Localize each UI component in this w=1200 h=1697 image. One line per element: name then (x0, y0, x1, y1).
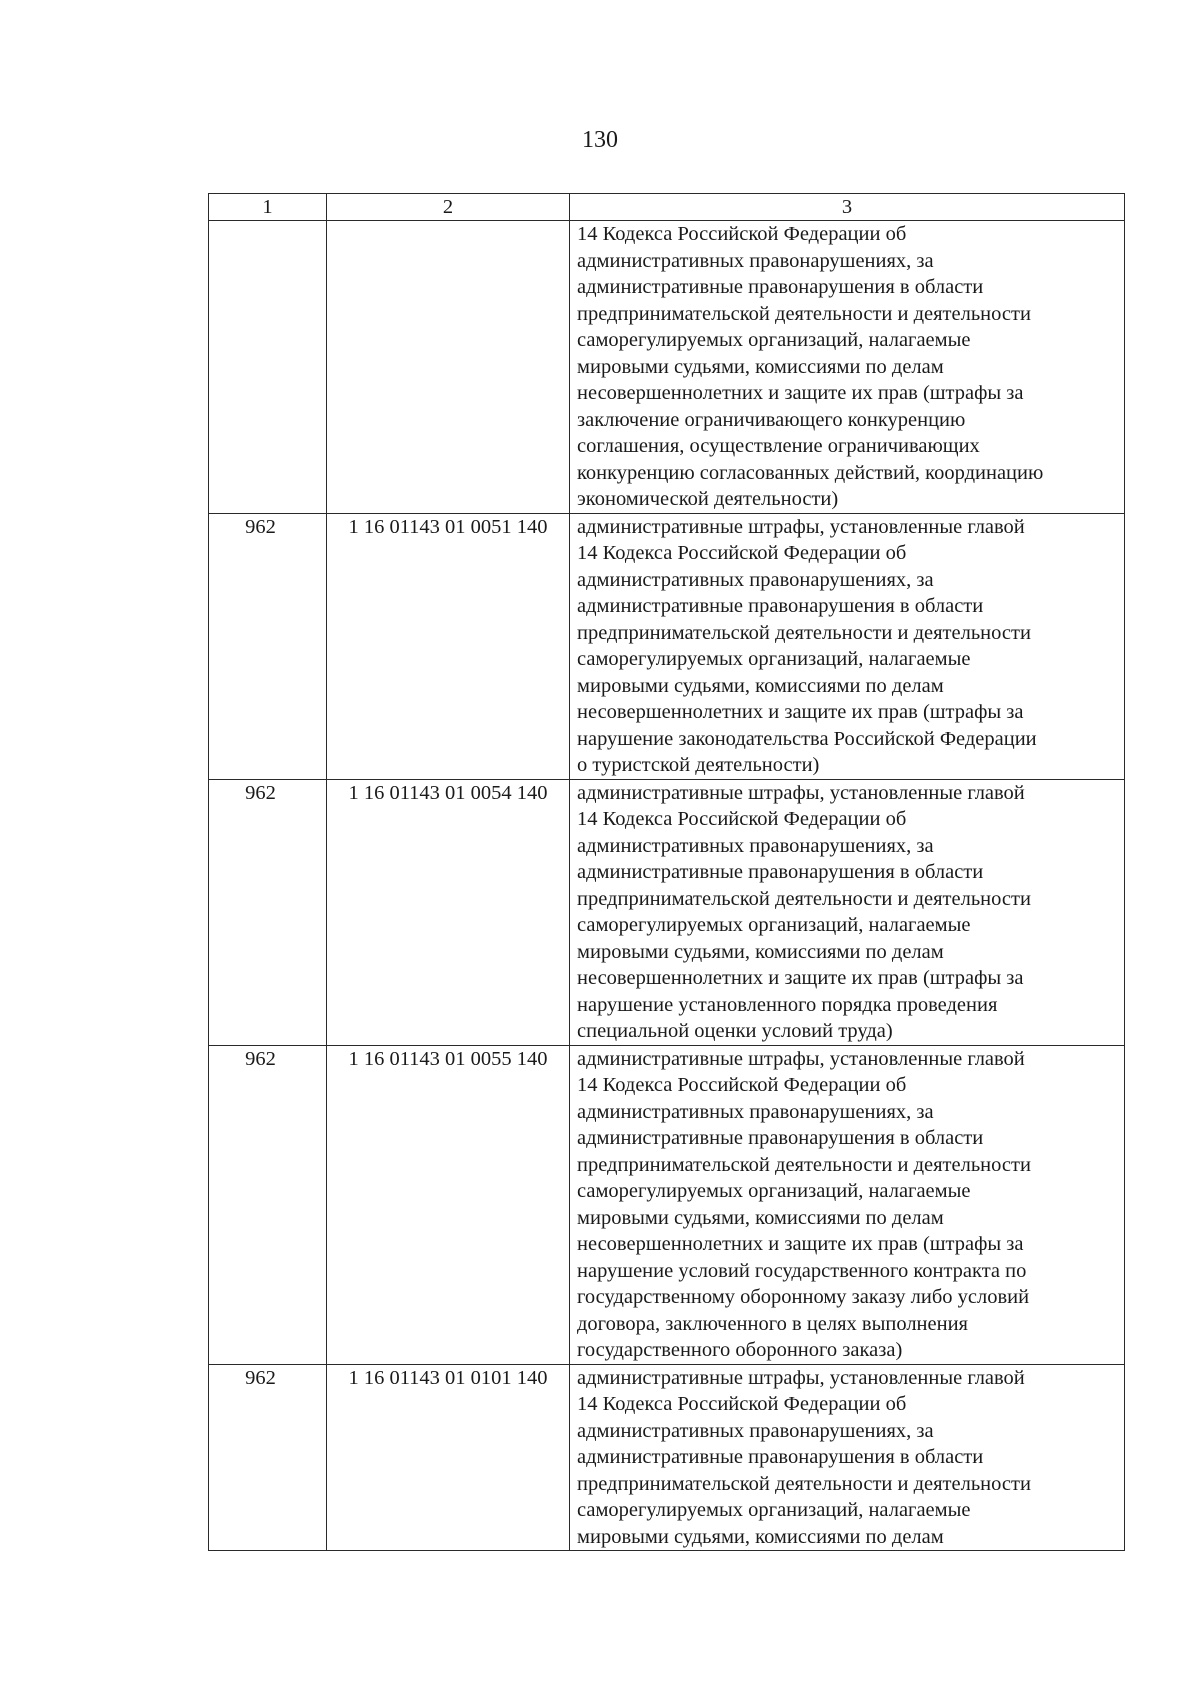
chapter-code-cell: 962 (209, 779, 327, 1045)
description-line: мировыми судьями, комиссиями по делам (577, 674, 944, 697)
budget-classification-code-cell: 1 16 01143 01 0101 140 (327, 1364, 570, 1551)
description-line: административные штрафы, установленные главой (577, 1047, 1025, 1070)
description-line: саморегулируемых организаций, налагаемые (577, 1180, 971, 1202)
table-row (209, 779, 1125, 1045)
description-line: нарушение законодательства Российской Федерации (577, 727, 1037, 750)
description-line: административные правонарушения в области (577, 1446, 984, 1468)
budget-classification-code-cell: 1 16 01143 01 0051 140 (327, 513, 570, 779)
header-row (209, 194, 1125, 221)
description-line: несовершеннолетних и защите их прав (штрафы за (577, 1233, 1024, 1255)
description-line: 14 Кодекса Российской Федерации об (577, 542, 907, 564)
description-line: нарушение установленного порядка проведения (577, 993, 998, 1016)
description-line: мировыми судьями, комиссиями по делам (577, 1525, 944, 1548)
description-line: несовершеннолетних и защите их прав (штрафы за (577, 967, 1024, 989)
chapter-code-cell: 962 (209, 1364, 327, 1551)
budget-classification-code-cell (327, 221, 570, 514)
description-line: предпринимательской деятельности и деятельности (577, 887, 1031, 910)
header-col-3: 3 (570, 194, 1125, 221)
description-line: предпринимательской деятельности и деятельности (577, 621, 1031, 644)
description-line: административные правонарушения в области (577, 595, 984, 617)
budget-code-table (208, 193, 1125, 1551)
revenue-description-cell (570, 779, 1125, 1045)
description-line: 14 Кодекса Российской Федерации об (577, 1393, 907, 1415)
description-line: несовершеннолетних и защите их прав (штрафы за (577, 382, 1024, 404)
table-row (209, 1045, 1125, 1364)
description-line: административные правонарушения в области (577, 1127, 984, 1149)
description-line: административные штрафы, установленные главой (577, 781, 1025, 804)
description-line: о туристской деятельности) (577, 754, 820, 776)
table-header (209, 194, 1125, 221)
header-col-2: 2 (327, 194, 570, 221)
header-col-1: 1 (209, 194, 327, 221)
description-line: государственному оборонному заказу либо условий (577, 1286, 1030, 1308)
budget-classification-code-cell: 1 16 01143 01 0054 140 (327, 779, 570, 1045)
description-line: административных правонарушениях, за (577, 568, 934, 591)
revenue-description-cell (570, 1364, 1125, 1551)
description-line: конкуренцию согласованных действий, координацию (577, 461, 1044, 484)
description-line: предпринимательской деятельности и деятельности (577, 1472, 1031, 1495)
page-number: 130 (582, 127, 618, 153)
description-line: заключение ограничивающего конкуренцию (577, 408, 966, 431)
description-line: административных правонарушениях, за (577, 249, 934, 272)
table-row (209, 221, 1125, 514)
description-line: административные штрафы, установленные главой (577, 1366, 1025, 1389)
revenue-description-cell (570, 513, 1125, 779)
description-line: саморегулируемых организаций, налагаемые (577, 648, 971, 670)
description-line: 14 Кодекса Российской Федерации об (577, 223, 907, 245)
description-line: административных правонарушениях, за (577, 1100, 934, 1123)
description-line: экономической деятельности) (577, 488, 839, 510)
description-line: 14 Кодекса Российской Федерации об (577, 808, 907, 830)
description-line: мировыми судьями, комиссиями по делам (577, 1206, 944, 1229)
table-body (209, 221, 1125, 1551)
description-line: административных правонарушениях, за (577, 1419, 934, 1442)
description-line: административные правонарушения в области (577, 861, 984, 883)
description-line: государственного оборонного заказа) (577, 1339, 903, 1361)
description-line: саморегулируемых организаций, налагаемые (577, 914, 971, 936)
table-row (209, 513, 1125, 779)
table-row (209, 1364, 1125, 1551)
description-line: 14 Кодекса Российской Федерации об (577, 1074, 907, 1096)
chapter-code-cell (209, 221, 327, 514)
revenue-description-cell (570, 1045, 1125, 1364)
description-line: договора, заключенного в целях выполнения (577, 1312, 968, 1335)
revenue-description-cell (570, 221, 1125, 514)
description-line: мировыми судьями, комиссиями по делам (577, 355, 944, 378)
description-line: саморегулируемых организаций, налагаемые (577, 329, 971, 351)
description-line: соглашения, осуществление ограничивающих (577, 435, 980, 457)
chapter-code-cell: 962 (209, 1045, 327, 1364)
description-line: административные правонарушения в области (577, 276, 984, 298)
budget-classification-code-cell: 1 16 01143 01 0055 140 (327, 1045, 570, 1364)
description-line: саморегулируемых организаций, налагаемые (577, 1499, 971, 1521)
description-line: специальной оценки условий труда) (577, 1020, 893, 1042)
description-line: несовершеннолетних и защите их прав (штрафы за (577, 701, 1024, 723)
chapter-code-cell: 962 (209, 513, 327, 779)
description-line: административные штрафы, установленные главой (577, 515, 1025, 538)
description-line: мировыми судьями, комиссиями по делам (577, 940, 944, 963)
description-line: административных правонарушениях, за (577, 834, 934, 857)
description-line: предпринимательской деятельности и деятельности (577, 1153, 1031, 1176)
description-line: нарушение условий государственного контракта по (577, 1259, 1027, 1282)
description-line: предпринимательской деятельности и деятельности (577, 302, 1031, 325)
